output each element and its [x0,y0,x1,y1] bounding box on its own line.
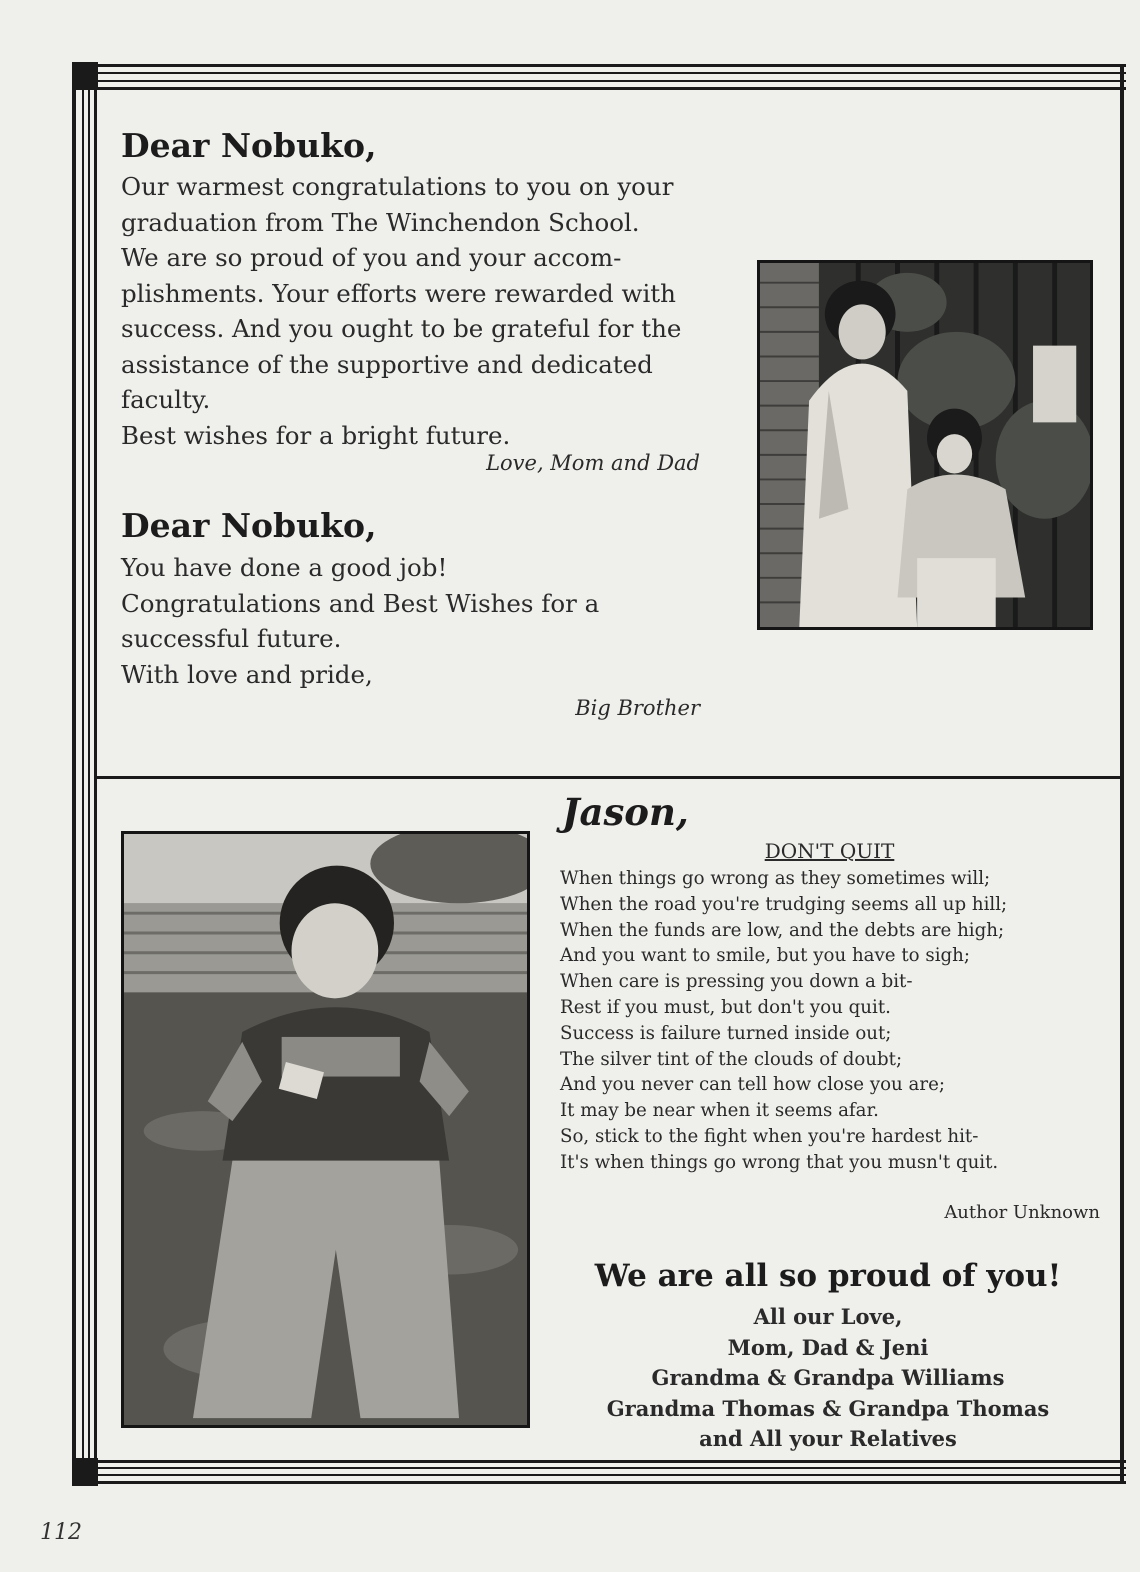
letter2-line: You have done a good job! [121,553,448,582]
frame-bottom-line-3 [74,1474,1126,1476]
frame-bottom-line-1 [74,1460,1126,1463]
page-number: 112 [40,1520,82,1545]
frame-corner-top-left [72,62,98,90]
family-signature [560,1302,1096,1455]
frame-left-line-4 [94,64,97,1484]
letter1-line: faculty. [121,385,211,414]
frame-top-line-2 [74,72,1126,74]
letter1-line: plishments. Your efforts were rewarded with [121,278,676,308]
frame-top-line-4 [74,87,1126,90]
photo-mother-and-daughter-art [760,263,1090,627]
frame-left-line-2 [82,64,84,1484]
family-line: All our Love, [753,1304,903,1329]
poem-line: When things go wrong as they sometimes will; [560,868,991,889]
section-divider [96,776,1120,779]
poem-line: It's when things go wrong that you musn't quit. [560,1151,999,1173]
proud-message: We are all so proud of you! [594,1258,1062,1294]
letter1-line: assistance of the supportive and dedicated [121,349,653,379]
frame-right-line [1120,64,1124,1484]
poem-line: Rest if you must, but don't you quit. [560,996,891,1018]
poem-line: When the funds are low, and the debts are high; [560,919,1005,941]
poem-author: Author Unknown [944,1202,1100,1223]
photo-toddler [121,831,530,1428]
letter2-signature: Big Brother [575,696,700,720]
letter2-line: With love and pride, [121,659,373,689]
family-line: Grandma Thomas & Grandpa Thomas [606,1395,1050,1421]
family-line: and All your Relatives [699,1426,957,1451]
letter1-body [121,169,681,453]
poem-line: And you never can tell how close you are; [560,1074,945,1096]
letter2-line: Congratulations and Best Wishes for a [121,588,600,618]
poem-line: When care is pressing you down a bit- [560,971,913,993]
letter1-line: We are so proud of you and your accom- [121,243,622,272]
letter1-line: success. And you ought to be grateful for the [121,314,682,343]
frame-top-line-3 [74,80,1126,82]
letter1-line: graduation from The Winchendon School. [121,207,640,237]
poem-body [560,866,1007,1176]
family-line: Mom, Dad & Jeni [727,1334,929,1360]
photo-toddler-art [124,834,527,1425]
jason-heading: Jason, [562,790,689,834]
frame-bottom-line-2 [74,1467,1126,1469]
poem-line: And you want to smile, but you have to sigh; [560,945,971,967]
frame-left-line-1 [72,64,76,1484]
letter1-heading: Dear Nobuko, [121,126,377,165]
frame-top-line-1 [74,64,1126,67]
letter1-line: Our warmest congratulations to you on your [121,172,674,201]
poem-title: DON'T QUIT [764,839,895,863]
photo-mother-and-daughter [757,260,1093,630]
frame-left-line-3 [88,64,90,1484]
letter2-line: successful future. [121,624,342,653]
frame-corner-bottom-left [72,1458,98,1486]
letter1-line: Best wishes for a bright future. [121,420,511,450]
poem-line: When the road you're trudging seems all up hill; [560,893,1008,915]
poem-line: It may be near when it seems afar. [560,1100,879,1122]
poem-line: So, stick to the fight when you're hardest hit- [560,1125,979,1147]
poem-line: Success is failure turned inside out; [560,1022,892,1044]
family-line: Grandma & Grandpa Williams [651,1365,1005,1390]
letter1-signature: Love, Mom and Dad [486,451,700,475]
letter2-body [121,550,599,692]
letter2-heading: Dear Nobuko, [121,506,377,545]
frame-bottom-line-4 [74,1481,1126,1484]
poem-line: The silver tint of the clouds of doubt; [560,1048,903,1070]
